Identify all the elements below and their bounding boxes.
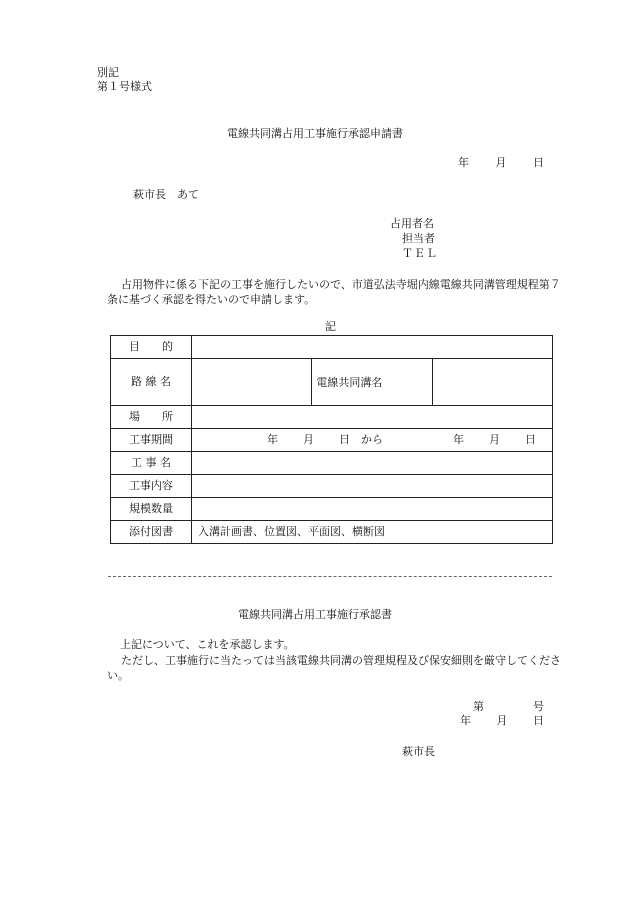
attachments-label: 添付図書 [111, 521, 192, 544]
period-to-day: 日 [525, 433, 536, 446]
approval-date [460, 714, 544, 727]
application-date [458, 156, 544, 169]
approval-number [473, 700, 544, 713]
table-row-quantity [111, 498, 553, 521]
period-from-day: 日 [339, 433, 350, 446]
applicant-occupant-name: 占用者名 [390, 217, 434, 230]
date-month: 月 [495, 156, 507, 169]
date-day: 日 [533, 156, 544, 169]
period-to-month: 月 [489, 433, 500, 446]
ki-heading: 記 [325, 320, 336, 333]
approval-title: 電線共同溝占用工事施行承認書 [238, 608, 392, 621]
application-table [110, 335, 553, 544]
period-to-year: 年 [453, 433, 464, 446]
location-value [192, 406, 553, 429]
application-title: 電線共同溝占用工事施行承認申請書 [227, 127, 403, 140]
period-from-kara: から [361, 433, 383, 446]
table-row-route [111, 359, 553, 406]
approval-line-1: 上記について、これを承認します。 [120, 638, 295, 651]
approval-date-year: 年 [460, 714, 471, 727]
application-body: 占用物件に係る下記の工事を施行したいので、市道弘法寺堀内線電線共同溝管理規程第７条に基づく承認を得たいので申請します。 [107, 278, 561, 306]
approval-line-2: ただし、工事施行に当たっては当該電線共同溝の管理規程及び保安細則を厳守してください。 [107, 654, 561, 682]
approval-issuer: 萩市長 [402, 745, 435, 758]
duct-value [432, 359, 552, 406]
location-label: 場 所 [111, 406, 192, 429]
form-number: 第１号様式 [97, 80, 152, 93]
table-row-location [111, 406, 553, 429]
number-dai: 第 [473, 700, 484, 713]
applicant-person-in-charge: 担当者 [402, 232, 435, 245]
approval-date-day: 日 [533, 714, 544, 727]
table-row-attachments [111, 521, 553, 544]
quantity-value [192, 498, 553, 521]
quantity-label: 規模数量 [111, 498, 192, 521]
duct-label: 電線共同溝名 [312, 359, 432, 406]
annex-label: 別記 [97, 66, 119, 79]
table-row-purpose [111, 336, 553, 359]
work-name-label: 工 事 名 [111, 452, 192, 475]
work-content-label: 工事内容 [111, 475, 192, 498]
period-from-year: 年 [267, 433, 278, 446]
route-value [192, 359, 312, 406]
route-label: 路 線 名 [111, 359, 192, 406]
attachments-value: 入溝計画書、位置図、平面図、横断図 [192, 521, 553, 544]
table-row-work-content [111, 475, 553, 498]
purpose-label: 目 的 [111, 336, 192, 359]
addressee: 萩市長 あて [133, 188, 199, 201]
period-label: 工事期間 [111, 429, 192, 452]
table-row-work-name [111, 452, 553, 475]
number-go: 号 [533, 700, 544, 713]
period-value [192, 429, 553, 452]
purpose-value [192, 336, 553, 359]
approval-date-month: 月 [496, 714, 508, 727]
cut-line-divider [108, 576, 552, 577]
applicant-tel: ＴＥＬ [402, 247, 438, 260]
work-name-value [192, 452, 553, 475]
period-from-month: 月 [303, 433, 314, 446]
date-year: 年 [458, 156, 469, 169]
table-row-period [111, 429, 553, 452]
work-content-value [192, 475, 553, 498]
